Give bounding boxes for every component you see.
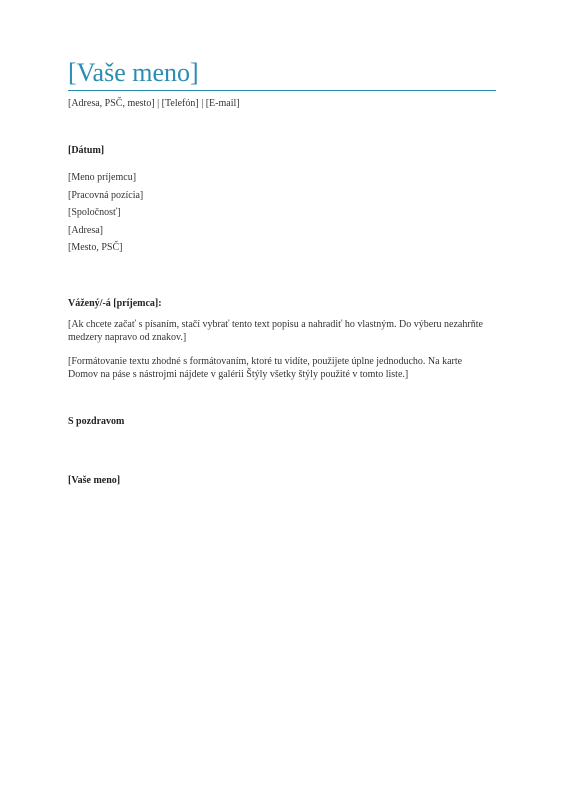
recipient-block — [68, 169, 496, 257]
recipient-address[interactable]: [Adresa] — [68, 224, 103, 236]
recipient-position[interactable]: [Pracovná pozícia] — [68, 189, 144, 201]
body-paragraph[interactable]: [Formátovanie textu zhodné s formátovaním, ktoré tu vidíte, použijete úplne jednoducho. Na karte Domov na páse s nástrojmi nájdete v galérii Štýly všetky štýly použité v tomto liste.] — [68, 355, 463, 380]
body-paragraph[interactable]: [Ak chcete začať s písaním, stačí vybrať tento text popisu a nahradiť ho vlastným. Do výberu nezahrňte medzery napravo od znakov.] — [68, 318, 483, 343]
sender-name-heading[interactable]: [Vaše meno] — [68, 58, 496, 91]
salutation[interactable]: Vážený/-á [príjemca]: — [68, 297, 162, 309]
sender-contact-line[interactable]: [Adresa, PSČ, mesto] | [Telefón] | [E-mail] — [68, 98, 240, 109]
letter-date[interactable]: [Dátum] — [68, 145, 105, 156]
recipient-company[interactable]: [Spoločnosť] — [68, 207, 121, 218]
letter-body — [68, 58, 496, 487]
closing[interactable]: S pozdravom — [68, 415, 125, 427]
recipient-city[interactable]: [Mesto, PSČ] — [68, 242, 123, 253]
signature-name[interactable]: [Vaše meno] — [68, 474, 121, 486]
recipient-name[interactable]: [Meno príjemcu] — [68, 172, 137, 183]
